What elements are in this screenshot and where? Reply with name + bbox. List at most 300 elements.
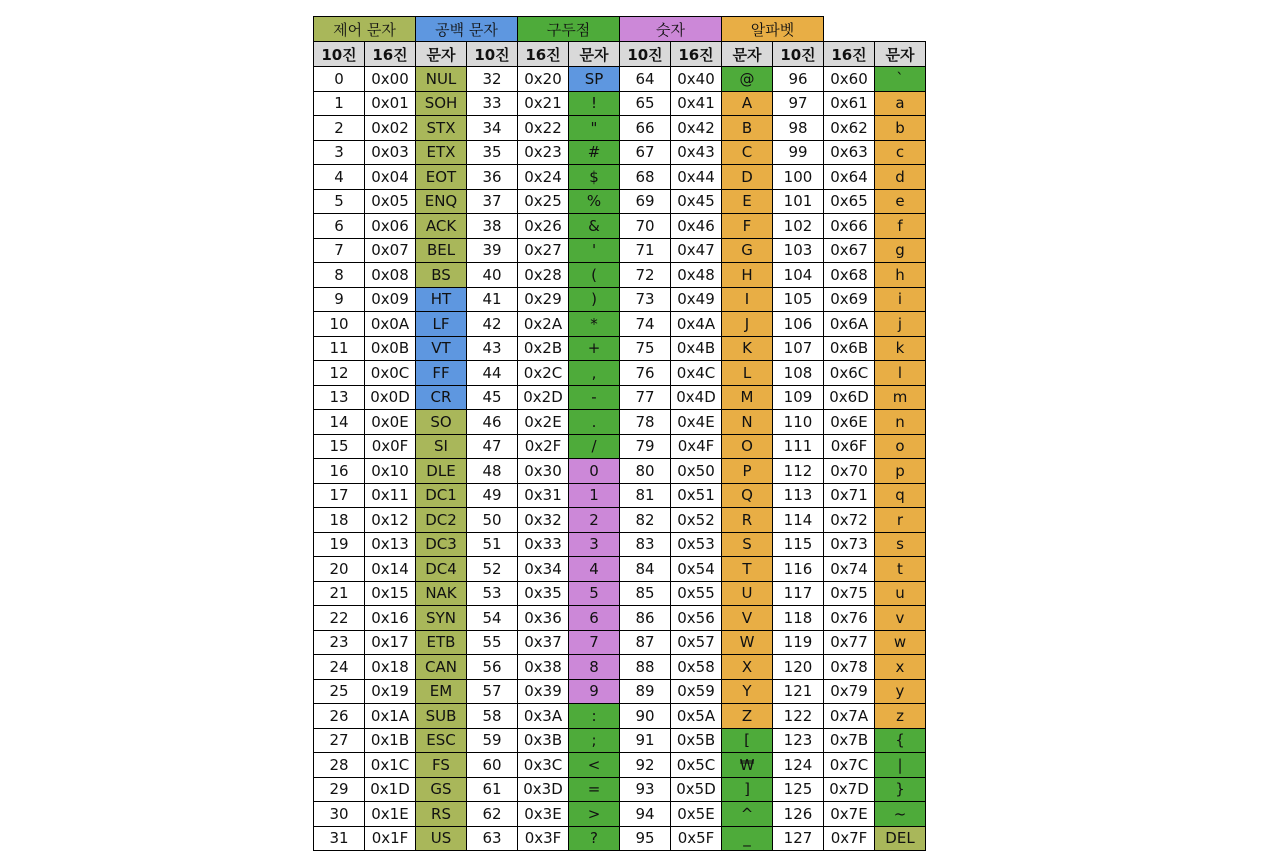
- column-header: 16진: [518, 42, 569, 67]
- decimal-cell: 7: [314, 238, 365, 263]
- char-cell: &: [569, 214, 620, 239]
- char-cell: ]: [722, 777, 773, 802]
- char-cell: O: [722, 434, 773, 459]
- hex-cell: 0x71: [824, 483, 875, 508]
- decimal-cell: 75: [620, 336, 671, 361]
- decimal-cell: 31: [314, 826, 365, 851]
- char-cell: :: [569, 704, 620, 729]
- char-cell: r: [875, 508, 926, 533]
- hex-cell: 0x1E: [365, 802, 416, 827]
- decimal-cell: 6: [314, 214, 365, 239]
- hex-cell: 0x14: [365, 557, 416, 582]
- table-row: [314, 434, 926, 459]
- decimal-cell: 43: [467, 336, 518, 361]
- hex-cell: 0x52: [671, 508, 722, 533]
- char-cell: CR: [416, 385, 467, 410]
- decimal-cell: 37: [467, 189, 518, 214]
- decimal-cell: 100: [773, 165, 824, 190]
- char-cell: L: [722, 361, 773, 386]
- decimal-cell: 57: [467, 679, 518, 704]
- decimal-cell: 60: [467, 753, 518, 778]
- hex-cell: 0x09: [365, 287, 416, 312]
- hex-cell: 0x19: [365, 679, 416, 704]
- char-cell: H: [722, 263, 773, 288]
- decimal-cell: 19: [314, 532, 365, 557]
- decimal-cell: 55: [467, 630, 518, 655]
- decimal-cell: 73: [620, 287, 671, 312]
- table-row: [314, 557, 926, 582]
- char-cell: V: [722, 606, 773, 631]
- char-cell: D: [722, 165, 773, 190]
- decimal-cell: 15: [314, 434, 365, 459]
- decimal-cell: 64: [620, 67, 671, 92]
- hex-cell: 0x64: [824, 165, 875, 190]
- hex-cell: 0x2B: [518, 336, 569, 361]
- char-cell: ^: [722, 802, 773, 827]
- table-row: [314, 508, 926, 533]
- hex-cell: 0x5B: [671, 728, 722, 753]
- hex-cell: 0x24: [518, 165, 569, 190]
- decimal-cell: 93: [620, 777, 671, 802]
- char-cell: <: [569, 753, 620, 778]
- char-cell: ): [569, 287, 620, 312]
- decimal-cell: 106: [773, 312, 824, 337]
- char-cell: y: [875, 679, 926, 704]
- decimal-cell: 94: [620, 802, 671, 827]
- decimal-cell: 99: [773, 140, 824, 165]
- decimal-cell: 125: [773, 777, 824, 802]
- char-cell: +: [569, 336, 620, 361]
- table-row: [314, 655, 926, 680]
- decimal-cell: 62: [467, 802, 518, 827]
- char-cell: P: [722, 459, 773, 484]
- decimal-cell: 107: [773, 336, 824, 361]
- decimal-cell: 96: [773, 67, 824, 92]
- decimal-cell: 66: [620, 116, 671, 141]
- hex-cell: 0x44: [671, 165, 722, 190]
- decimal-cell: 105: [773, 287, 824, 312]
- char-cell: ": [569, 116, 620, 141]
- decimal-cell: 92: [620, 753, 671, 778]
- decimal-cell: 25: [314, 679, 365, 704]
- hex-cell: 0x1F: [365, 826, 416, 851]
- char-cell: ACK: [416, 214, 467, 239]
- hex-cell: 0x6F: [824, 434, 875, 459]
- decimal-cell: 72: [620, 263, 671, 288]
- decimal-cell: 53: [467, 581, 518, 606]
- decimal-cell: 10: [314, 312, 365, 337]
- table-row: [314, 777, 926, 802]
- decimal-cell: 97: [773, 91, 824, 116]
- hex-cell: 0x1D: [365, 777, 416, 802]
- char-cell: n: [875, 410, 926, 435]
- hex-cell: 0x25: [518, 189, 569, 214]
- hex-cell: 0x0E: [365, 410, 416, 435]
- table-row: [314, 630, 926, 655]
- hex-cell: 0x67: [824, 238, 875, 263]
- char-cell: 4: [569, 557, 620, 582]
- decimal-cell: 65: [620, 91, 671, 116]
- decimal-cell: 98: [773, 116, 824, 141]
- decimal-cell: 21: [314, 581, 365, 606]
- decimal-cell: 16: [314, 459, 365, 484]
- char-cell: NUL: [416, 67, 467, 92]
- char-cell: C: [722, 140, 773, 165]
- decimal-cell: 26: [314, 704, 365, 729]
- char-cell: b: [875, 116, 926, 141]
- char-cell: 8: [569, 655, 620, 680]
- hex-cell: 0x7A: [824, 704, 875, 729]
- char-cell: RS: [416, 802, 467, 827]
- table-row: [314, 189, 926, 214]
- hex-cell: 0x7E: [824, 802, 875, 827]
- char-cell: x: [875, 655, 926, 680]
- char-cell: DC2: [416, 508, 467, 533]
- decimal-cell: 89: [620, 679, 671, 704]
- hex-cell: 0x72: [824, 508, 875, 533]
- char-cell: z: [875, 704, 926, 729]
- table-row: [314, 826, 926, 851]
- hex-cell: 0x23: [518, 140, 569, 165]
- ascii-table: [313, 16, 926, 851]
- hex-cell: 0x3B: [518, 728, 569, 753]
- decimal-cell: 36: [467, 165, 518, 190]
- decimal-cell: 118: [773, 606, 824, 631]
- char-cell: o: [875, 434, 926, 459]
- hex-cell: 0x04: [365, 165, 416, 190]
- char-cell: #: [569, 140, 620, 165]
- char-cell: S: [722, 532, 773, 557]
- decimal-cell: 109: [773, 385, 824, 410]
- decimal-cell: 70: [620, 214, 671, 239]
- ascii-table-container: [313, 16, 926, 851]
- table-row: [314, 214, 926, 239]
- hex-cell: 0x4A: [671, 312, 722, 337]
- char-cell: %: [569, 189, 620, 214]
- decimal-cell: 47: [467, 434, 518, 459]
- char-cell: }: [875, 777, 926, 802]
- hex-cell: 0x76: [824, 606, 875, 631]
- decimal-cell: 120: [773, 655, 824, 680]
- table-row: [314, 679, 926, 704]
- hex-cell: 0x13: [365, 532, 416, 557]
- table-row: [314, 728, 926, 753]
- char-cell: FF: [416, 361, 467, 386]
- hex-cell: 0x7F: [824, 826, 875, 851]
- hex-cell: 0x26: [518, 214, 569, 239]
- table-row: [314, 753, 926, 778]
- char-cell: 2: [569, 508, 620, 533]
- char-cell: Z: [722, 704, 773, 729]
- hex-cell: 0x07: [365, 238, 416, 263]
- char-cell: =: [569, 777, 620, 802]
- decimal-cell: 69: [620, 189, 671, 214]
- decimal-cell: 17: [314, 483, 365, 508]
- char-cell: ENQ: [416, 189, 467, 214]
- decimal-cell: 122: [773, 704, 824, 729]
- column-header: 10진: [773, 42, 824, 67]
- char-cell: m: [875, 385, 926, 410]
- decimal-cell: 80: [620, 459, 671, 484]
- decimal-cell: 38: [467, 214, 518, 239]
- decimal-cell: 110: [773, 410, 824, 435]
- char-cell: CAN: [416, 655, 467, 680]
- char-cell: DEL: [875, 826, 926, 851]
- decimal-cell: 50: [467, 508, 518, 533]
- hex-cell: 0x2C: [518, 361, 569, 386]
- hex-cell: 0x79: [824, 679, 875, 704]
- char-cell: ;: [569, 728, 620, 753]
- legend-p: 구두점: [518, 17, 620, 42]
- hex-cell: 0x20: [518, 67, 569, 92]
- hex-cell: 0x1C: [365, 753, 416, 778]
- hex-cell: 0x63: [824, 140, 875, 165]
- decimal-cell: 124: [773, 753, 824, 778]
- hex-cell: 0x48: [671, 263, 722, 288]
- char-cell: FS: [416, 753, 467, 778]
- column-header: 10진: [314, 42, 365, 67]
- decimal-cell: 3: [314, 140, 365, 165]
- decimal-cell: 84: [620, 557, 671, 582]
- hex-cell: 0x4C: [671, 361, 722, 386]
- char-cell: 0: [569, 459, 620, 484]
- hex-cell: 0x45: [671, 189, 722, 214]
- char-cell: EOT: [416, 165, 467, 190]
- table-row: [314, 606, 926, 631]
- hex-cell: 0x65: [824, 189, 875, 214]
- decimal-cell: 61: [467, 777, 518, 802]
- decimal-cell: 28: [314, 753, 365, 778]
- hex-cell: 0x18: [365, 655, 416, 680]
- hex-cell: 0x47: [671, 238, 722, 263]
- char-cell: `: [875, 67, 926, 92]
- decimal-cell: 91: [620, 728, 671, 753]
- decimal-cell: 63: [467, 826, 518, 851]
- hex-cell: 0x0C: [365, 361, 416, 386]
- decimal-cell: 116: [773, 557, 824, 582]
- char-cell: SI: [416, 434, 467, 459]
- hex-cell: 0x2A: [518, 312, 569, 337]
- char-cell: h: [875, 263, 926, 288]
- decimal-cell: 77: [620, 385, 671, 410]
- char-cell: HT: [416, 287, 467, 312]
- char-cell: F: [722, 214, 773, 239]
- decimal-cell: 127: [773, 826, 824, 851]
- char-cell: SYN: [416, 606, 467, 631]
- decimal-cell: 112: [773, 459, 824, 484]
- hex-cell: 0x0A: [365, 312, 416, 337]
- char-cell: BEL: [416, 238, 467, 263]
- char-cell: p: [875, 459, 926, 484]
- char-cell: VT: [416, 336, 467, 361]
- char-cell: DC1: [416, 483, 467, 508]
- legend-spacer: [824, 17, 926, 42]
- hex-cell: 0x5A: [671, 704, 722, 729]
- hex-cell: 0x0F: [365, 434, 416, 459]
- legend-d: 숫자: [620, 17, 722, 42]
- hex-cell: 0x7C: [824, 753, 875, 778]
- decimal-cell: 0: [314, 67, 365, 92]
- char-cell: j: [875, 312, 926, 337]
- hex-cell: 0x28: [518, 263, 569, 288]
- char-cell: W: [722, 630, 773, 655]
- hex-cell: 0x6C: [824, 361, 875, 386]
- char-cell: i: [875, 287, 926, 312]
- char-cell: ETB: [416, 630, 467, 655]
- decimal-cell: 68: [620, 165, 671, 190]
- table-row: [314, 704, 926, 729]
- hex-cell: 0x36: [518, 606, 569, 631]
- char-cell: 7: [569, 630, 620, 655]
- char-cell: 5: [569, 581, 620, 606]
- char-cell: !: [569, 91, 620, 116]
- char-cell: ?: [569, 826, 620, 851]
- decimal-cell: 119: [773, 630, 824, 655]
- decimal-cell: 54: [467, 606, 518, 631]
- column-header: 문자: [569, 42, 620, 67]
- hex-cell: 0x2E: [518, 410, 569, 435]
- decimal-cell: 5: [314, 189, 365, 214]
- decimal-cell: 115: [773, 532, 824, 557]
- decimal-cell: 41: [467, 287, 518, 312]
- char-cell: J: [722, 312, 773, 337]
- decimal-cell: 95: [620, 826, 671, 851]
- hex-cell: 0x29: [518, 287, 569, 312]
- column-header: 16진: [824, 42, 875, 67]
- decimal-cell: 104: [773, 263, 824, 288]
- hex-cell: 0x10: [365, 459, 416, 484]
- char-cell: {: [875, 728, 926, 753]
- decimal-cell: 34: [467, 116, 518, 141]
- char-cell: M: [722, 385, 773, 410]
- char-cell: N: [722, 410, 773, 435]
- decimal-cell: 58: [467, 704, 518, 729]
- char-cell: g: [875, 238, 926, 263]
- table-row: [314, 238, 926, 263]
- column-header: 10진: [467, 42, 518, 67]
- char-cell: ,: [569, 361, 620, 386]
- decimal-cell: 108: [773, 361, 824, 386]
- decimal-cell: 101: [773, 189, 824, 214]
- hex-cell: 0x75: [824, 581, 875, 606]
- char-cell: w: [875, 630, 926, 655]
- hex-cell: 0x7B: [824, 728, 875, 753]
- char-cell: ': [569, 238, 620, 263]
- hex-cell: 0x60: [824, 67, 875, 92]
- char-cell: c: [875, 140, 926, 165]
- char-cell: -: [569, 385, 620, 410]
- char-cell: SO: [416, 410, 467, 435]
- char-cell: t: [875, 557, 926, 582]
- hex-cell: 0x58: [671, 655, 722, 680]
- char-cell: .: [569, 410, 620, 435]
- decimal-cell: 82: [620, 508, 671, 533]
- column-header: 문자: [416, 42, 467, 67]
- decimal-cell: 74: [620, 312, 671, 337]
- hex-cell: 0x49: [671, 287, 722, 312]
- char-cell: LF: [416, 312, 467, 337]
- hex-cell: 0x78: [824, 655, 875, 680]
- hex-cell: 0x16: [365, 606, 416, 631]
- hex-cell: 0x03: [365, 140, 416, 165]
- decimal-cell: 11: [314, 336, 365, 361]
- hex-cell: 0x4D: [671, 385, 722, 410]
- hex-cell: 0x42: [671, 116, 722, 141]
- header-row: [314, 42, 926, 67]
- char-cell: >: [569, 802, 620, 827]
- column-header: 16진: [365, 42, 416, 67]
- hex-cell: 0x3A: [518, 704, 569, 729]
- hex-cell: 0x6A: [824, 312, 875, 337]
- hex-cell: 0x73: [824, 532, 875, 557]
- hex-cell: 0x27: [518, 238, 569, 263]
- decimal-cell: 71: [620, 238, 671, 263]
- hex-cell: 0x74: [824, 557, 875, 582]
- hex-cell: 0x55: [671, 581, 722, 606]
- table-row: [314, 361, 926, 386]
- char-cell: G: [722, 238, 773, 263]
- decimal-cell: 30: [314, 802, 365, 827]
- char-cell: T: [722, 557, 773, 582]
- decimal-cell: 51: [467, 532, 518, 557]
- hex-cell: 0x35: [518, 581, 569, 606]
- char-cell: *: [569, 312, 620, 337]
- hex-cell: 0x00: [365, 67, 416, 92]
- hex-cell: 0x39: [518, 679, 569, 704]
- table-row: [314, 581, 926, 606]
- decimal-cell: 117: [773, 581, 824, 606]
- hex-cell: 0x38: [518, 655, 569, 680]
- decimal-cell: 103: [773, 238, 824, 263]
- char-cell: SUB: [416, 704, 467, 729]
- table-row: [314, 532, 926, 557]
- char-cell: 9: [569, 679, 620, 704]
- decimal-cell: 14: [314, 410, 365, 435]
- decimal-cell: 24: [314, 655, 365, 680]
- table-row: [314, 312, 926, 337]
- hex-cell: 0x53: [671, 532, 722, 557]
- hex-cell: 0x59: [671, 679, 722, 704]
- char-cell: R: [722, 508, 773, 533]
- decimal-cell: 9: [314, 287, 365, 312]
- decimal-cell: 32: [467, 67, 518, 92]
- table-row: [314, 802, 926, 827]
- hex-cell: 0x33: [518, 532, 569, 557]
- table-row: [314, 410, 926, 435]
- char-cell: ETX: [416, 140, 467, 165]
- decimal-cell: 114: [773, 508, 824, 533]
- hex-cell: 0x77: [824, 630, 875, 655]
- hex-cell: 0x34: [518, 557, 569, 582]
- decimal-cell: 45: [467, 385, 518, 410]
- decimal-cell: 86: [620, 606, 671, 631]
- hex-cell: 0x4E: [671, 410, 722, 435]
- decimal-cell: 52: [467, 557, 518, 582]
- char-cell: (: [569, 263, 620, 288]
- table-row: [314, 165, 926, 190]
- decimal-cell: 23: [314, 630, 365, 655]
- decimal-cell: 40: [467, 263, 518, 288]
- char-cell: US: [416, 826, 467, 851]
- hex-cell: 0x68: [824, 263, 875, 288]
- legend-s: 공백 문자: [416, 17, 518, 42]
- char-cell: a: [875, 91, 926, 116]
- hex-cell: 0x56: [671, 606, 722, 631]
- char-cell: /: [569, 434, 620, 459]
- decimal-cell: 12: [314, 361, 365, 386]
- char-cell: ESC: [416, 728, 467, 753]
- char-cell: DLE: [416, 459, 467, 484]
